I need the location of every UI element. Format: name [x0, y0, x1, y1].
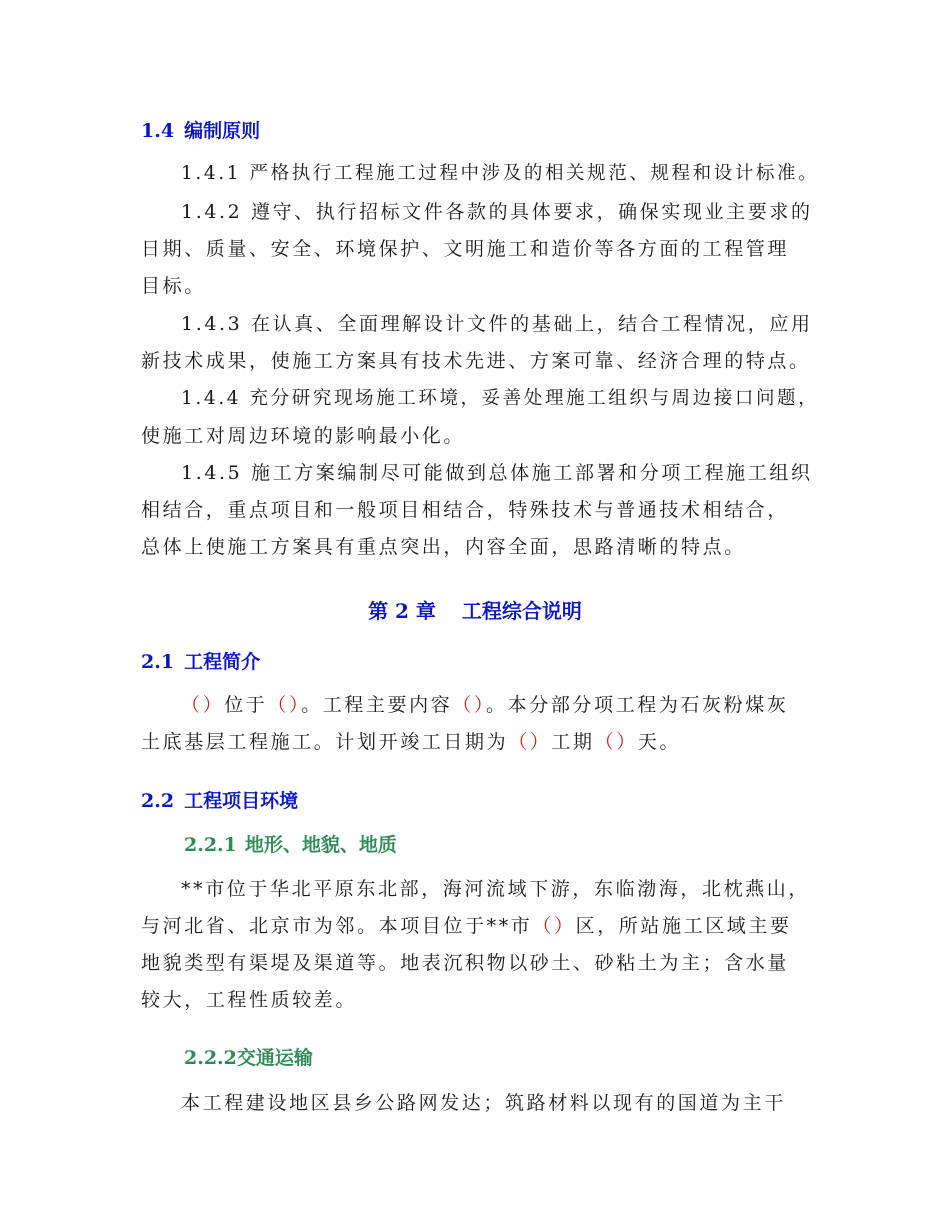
section-title: 编制原则: [184, 120, 261, 142]
fill-in-blank: （）: [452, 694, 487, 716]
fill-in-blank: （）: [181, 694, 225, 716]
paragraph-1-4-5-line-1: 1.4.5 施工方案编制尽可能做到总体施工部署和分项工程施工组织: [181, 462, 813, 484]
section-number: 2.2: [141, 790, 175, 812]
chapter-title: 工程综合说明: [461, 599, 582, 623]
section-title: 工程项目环境: [184, 790, 299, 812]
subsection-number: 2.2.1: [184, 834, 237, 856]
paragraph-1-4-4-line-2: 使施工对周边环境的影响最小化。: [141, 425, 466, 447]
fill-in-blank: （）: [532, 915, 576, 937]
fill-in-blank: （）: [594, 731, 638, 753]
paragraph-1-4-5-line-3: 总体上使施工方案具有重点突出，内容全面，思路清晰的特点。: [141, 536, 746, 558]
fill-in-blank: （）: [267, 694, 302, 716]
fill-in-blank: （）: [508, 731, 552, 753]
paragraph-2-1-line-2: 土底基层工程施工。计划开竣工日期为（）工期（）天。: [141, 731, 682, 753]
subsection-title: 地形、地貌、地质: [244, 834, 397, 856]
subsection-heading-2-2-2: [184, 1043, 313, 1070]
paragraph-2-2-1-line-1: **市位于华北平原东北部，海河流域下游，东临渤海，北枕燕山，: [181, 878, 811, 900]
paragraph-1-4-2-line-2: 日期、质量、安全、环境保护、文明施工和造价等各方面的工程管理: [141, 238, 790, 260]
chapter-label: 第 2 章: [368, 599, 436, 623]
section-heading-2-1: [141, 647, 260, 674]
paragraph-2-2-1-line-3: 地貌类型有渠堤及渠道等。地表沉积物以砂土、砂粘土为主；含水量: [141, 952, 790, 974]
section-heading-1-4: [141, 116, 260, 143]
paragraph-1-4-2-line-3: 目标。: [141, 275, 206, 297]
paragraph-2-2-1-line-2: 与河北省、北京市为邻。本项目位于**市（）区，所站施工区域主要: [141, 915, 792, 937]
subsection-title: 交通运输: [236, 1047, 313, 1069]
paragraph-1-4-1: 1.4.1 严格执行工程施工过程中涉及的相关规范、规程和设计标准。: [181, 163, 820, 184]
paragraph-1-4-2-line-1: 1.4.2 遵守、执行招标文件各款的具体要求，确保实现业主要求的: [181, 201, 813, 223]
paragraph-1-4-4-line-1: 1.4.4 充分研究现场施工环境，妥善处理施工组织与周边接口问题，: [181, 388, 820, 409]
paragraph-2-2-1-line-4: 较大，工程性质较差。: [141, 989, 358, 1011]
chapter-heading: [0, 595, 950, 624]
paragraph-1-4-5-line-2: 相结合，重点项目和一般项目相结合，特殊技术与普通技术相结合，: [141, 499, 790, 521]
section-number: 2.1: [141, 651, 175, 673]
section-heading-2-2: [141, 786, 298, 813]
section-title: 工程简介: [184, 651, 261, 673]
paragraph-1-4-3-line-1: 1.4.3 在认真、全面理解设计文件的基础上，结合工程情况，应用: [181, 313, 813, 335]
section-number: 1.4: [141, 120, 175, 142]
paragraph-2-1-line-1: （）位于（）。工程主要内容（）。本分部分项工程为石灰粉煤灰: [181, 694, 789, 716]
paragraph-1-4-3-line-2: 新技术成果，使施工方案具有技术先进、方案可靠、经济合理的特点。: [141, 350, 811, 372]
subsection-number: 2.2.2: [184, 1047, 237, 1069]
paragraph-2-2-2-line-1: 本工程建设地区县乡公路网发达；筑路材料以现有的国道为主干: [181, 1092, 786, 1114]
subsection-heading-2-2-1: [184, 830, 397, 857]
